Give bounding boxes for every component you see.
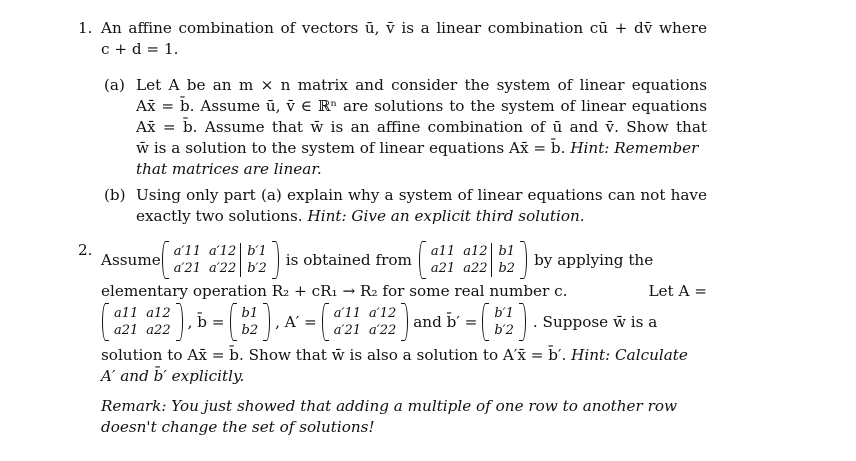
cell: b′1: [494, 306, 514, 321]
part-b-line-2: [136, 206, 585, 226]
cell: a12: [463, 244, 488, 259]
suppose-text: . Suppose w̄ is a: [532, 313, 658, 331]
problem-2-line-4: [101, 345, 688, 365]
vector-b-prime: [483, 305, 525, 339]
and-b-prime-text: and b̄′ =: [413, 313, 478, 331]
cell: a′11: [173, 244, 201, 259]
cell: a′11: [333, 306, 361, 321]
cell: a′22: [369, 323, 397, 338]
cell: a′22: [208, 261, 237, 276]
cell: b′1: [241, 243, 271, 260]
cell: a′12: [208, 244, 237, 259]
cell: a′21: [333, 323, 361, 338]
problem-2-line-2: [101, 281, 707, 301]
cell: a11: [114, 306, 139, 321]
cell: a22: [463, 261, 488, 276]
part-b-line-2-text: exactly two solutions.: [136, 207, 303, 225]
part-b-hint: Hint: Give an explicit third solution.: [307, 207, 585, 225]
applying-text: by applying the: [534, 251, 654, 269]
cell: a22: [146, 323, 171, 338]
cell: a′12: [369, 306, 397, 321]
remark-line-2: doesn't change the set of solutions!: [101, 418, 375, 436]
elementary-operation-text: elementary operation R₂ + cR₁ → R₂ for some real number c.: [101, 282, 568, 300]
part-a-hint: Hint: Remember: [570, 139, 699, 157]
problem-1-number: 1.: [78, 19, 93, 37]
problem-2-line-3: [101, 302, 707, 342]
cell: a12: [146, 306, 171, 321]
obtained-text: is obtained from: [285, 251, 412, 269]
matrix-a-prime: [323, 305, 408, 339]
cell: b1: [241, 306, 259, 321]
augmented-matrix: [420, 243, 526, 277]
remark-line-1: Remark: You just showed that adding a multiple of one row to another row: [101, 397, 678, 415]
problem-2-line-1: [101, 240, 653, 280]
cell: a21: [114, 323, 139, 338]
part-a-hint-cont: that matrices are linear.: [136, 160, 322, 178]
vector-b: [231, 305, 270, 339]
a-prime-eq-text: , A′ =: [275, 313, 317, 331]
part-a-line-4: [136, 138, 707, 158]
let-a-text: Let A =: [648, 282, 707, 300]
problem-1-line-2: c + d = 1.: [101, 40, 179, 58]
cell: b′2: [494, 323, 514, 338]
problem-2-number: 2.: [78, 241, 93, 259]
part-a-line-4-text: w̄ is a solution to the system of linear equations Ax̄ = b̄.: [136, 139, 566, 157]
part-a-line-1: Let A be an m × n matrix and consider the system of linear equations: [136, 76, 707, 94]
cell: b2: [241, 323, 259, 338]
part-a-line-3: Ax̄ = b̄. Assume that w̄ is an affine combination of ū and v̄. Show that: [136, 118, 707, 136]
cell: b′2: [241, 260, 271, 277]
cell: b2: [492, 260, 519, 277]
cell: a21: [430, 261, 456, 276]
matrix-a: [103, 305, 182, 339]
part-a-line-2: Ax̄ = b̄. Assume ū, v̄ ∈ ℝⁿ are solutions to the system of linear equations: [136, 97, 707, 115]
part-b-line-1: Using only part (a) explain why a system of linear equations can not have: [136, 186, 707, 204]
problem-1-line-1: An affine combination of vectors ū, v̄ is a linear combination cū + dv̄ where: [101, 19, 707, 37]
part-a-label: (a): [104, 76, 125, 94]
cell: a11: [430, 244, 456, 259]
part-b-label: (b): [104, 186, 126, 204]
line-4-text: solution to Ax̄ = b̄. Show that w̄ is also a solution to A′x̄ = b̄′.: [101, 346, 567, 364]
problem-2-hint-cont: A′ and b̄′ explicitly.: [101, 367, 245, 385]
assume-text: Assume: [101, 251, 161, 269]
augmented-matrix-prime: [163, 243, 278, 277]
cell: b1: [492, 243, 519, 260]
b-eq-text: , b̄ =: [187, 313, 225, 331]
cell: a′21: [173, 261, 201, 276]
problem-2-hint: Hint: Calculate: [571, 346, 688, 364]
